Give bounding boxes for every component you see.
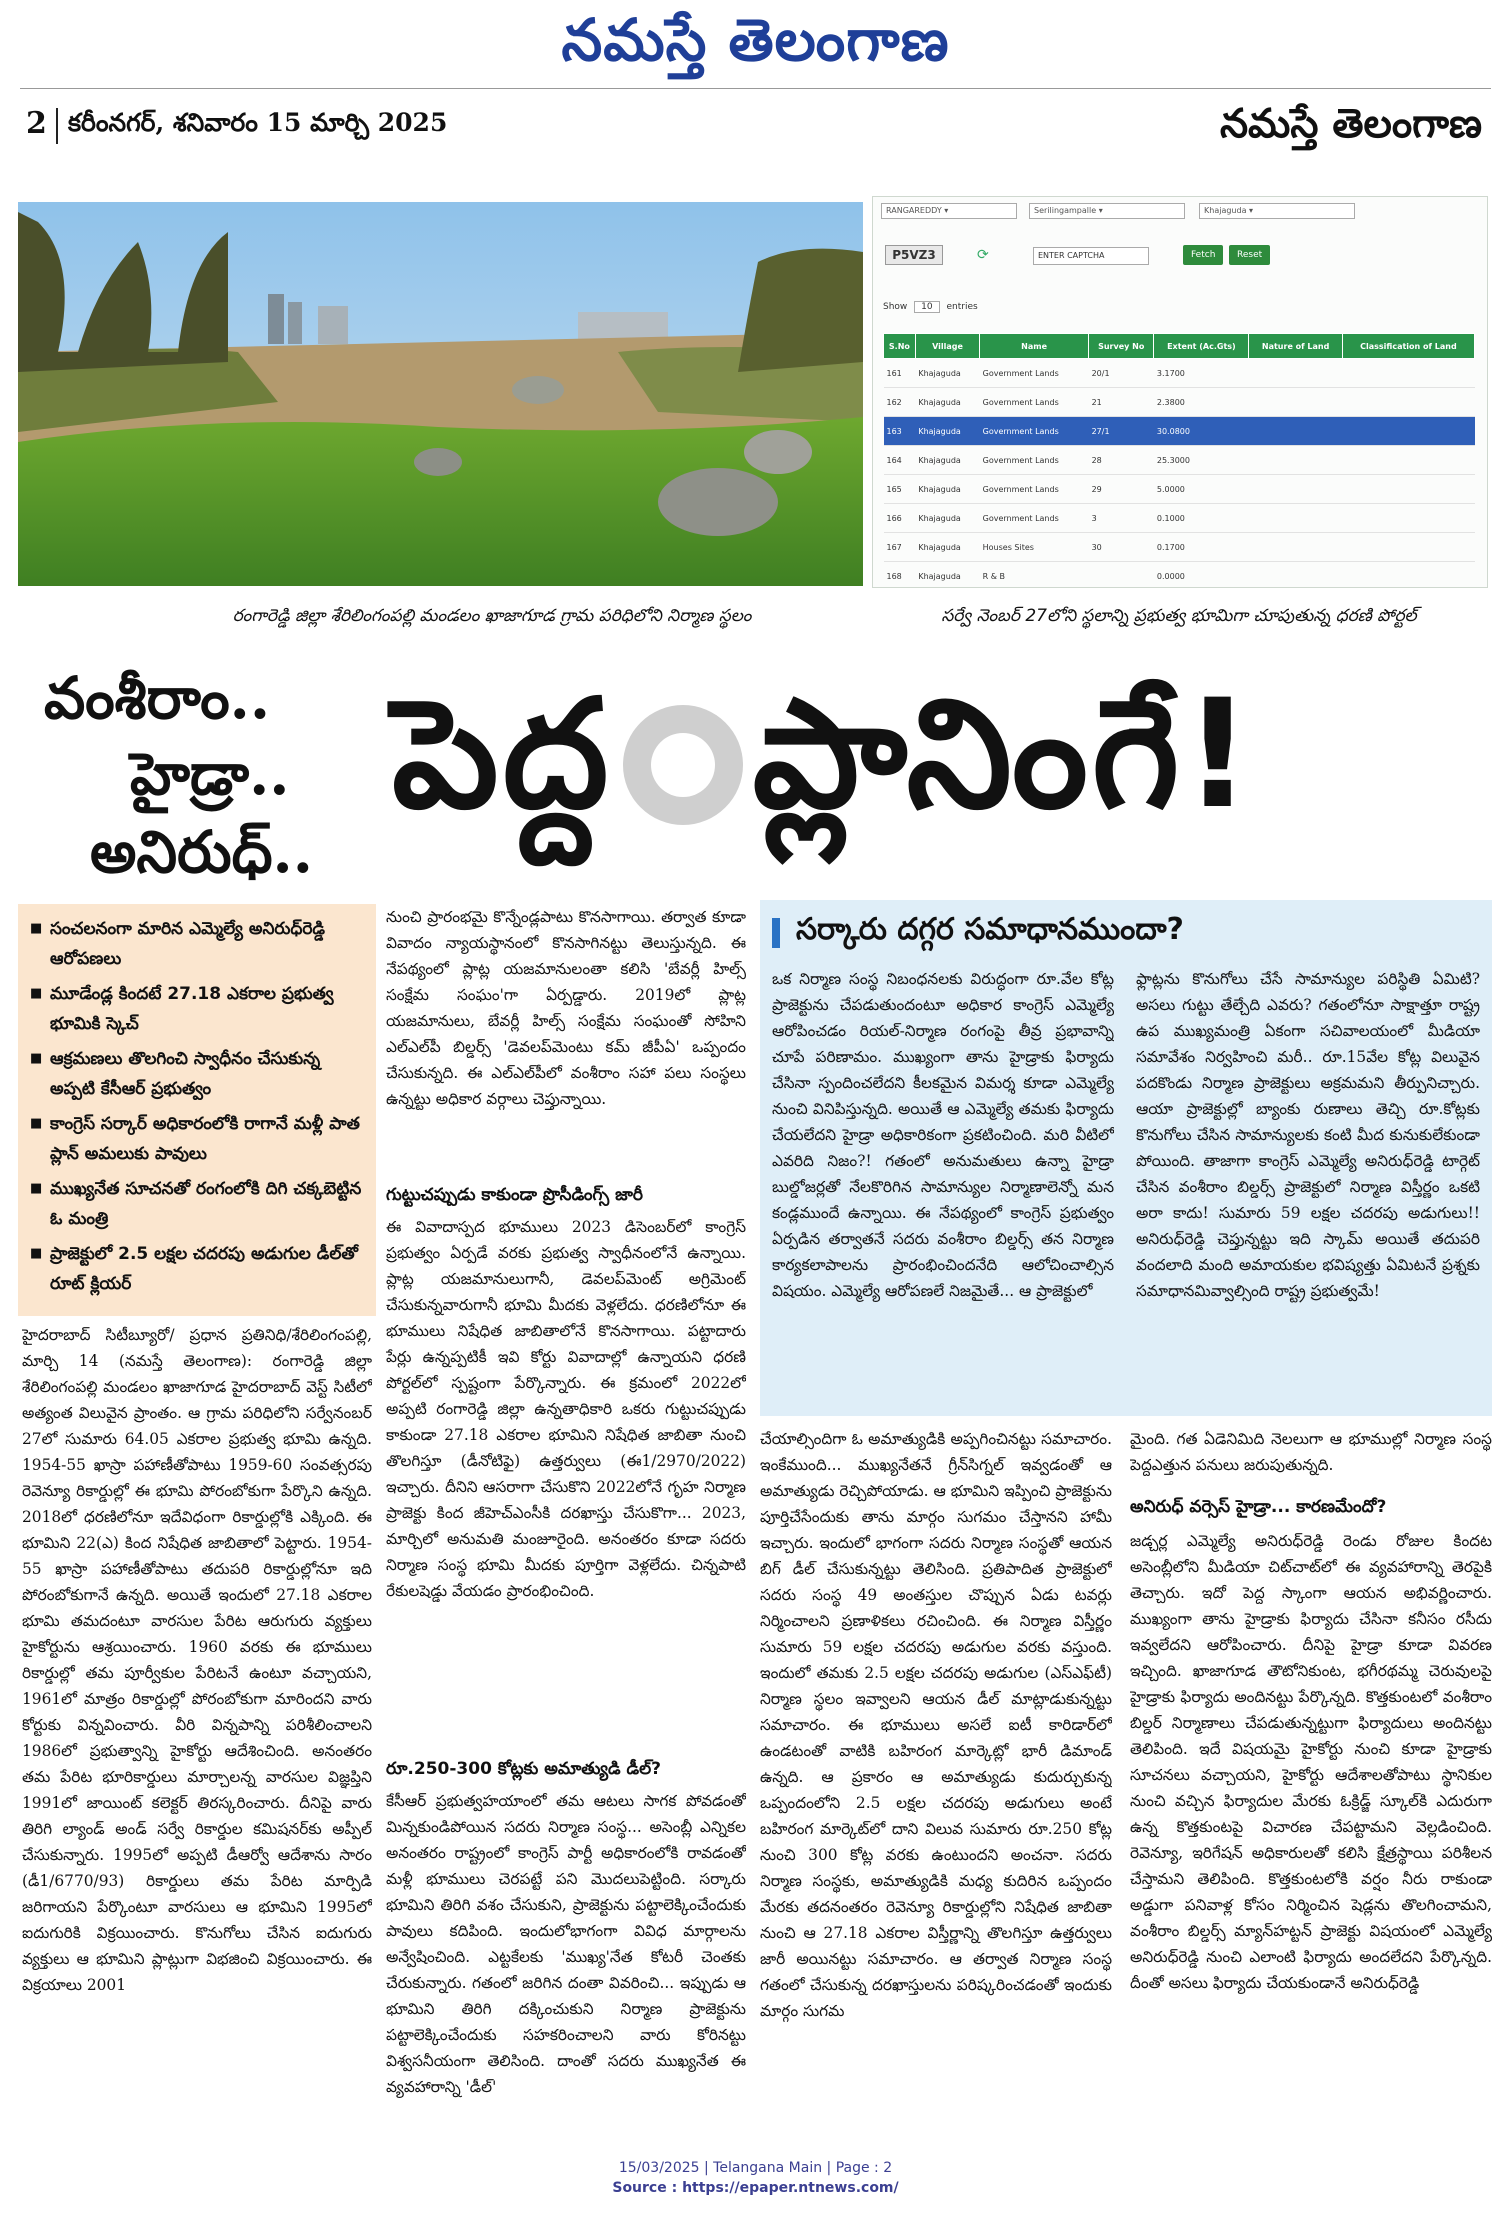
- cell-nature: [1249, 533, 1342, 562]
- headline-ring-graphic: [623, 705, 743, 825]
- article-column-1: హైదరాబాద్ సిటీబ్యూరో/ ప్రధాన ప్రతినిధి/శేరిలింగంపల్లి, మార్చి 14 (నమస్తే తెలంగాణ): రంగారెడ్డి జిల్లా శేరిలింగంపల్లి మండలం ఖాజాగూడ హైదరాబాద్ వెస్ట్ సిటీలో అత్యంత విలువైన ప్రాంతం. ఆ గ్రామ పరిధిలోని సర్వేనంబర్ 27లో సుమారు 64.05 ఎకరాల ప్రభుత్వ భూమి ఉన్నది. 1954-55 ఖాస్రా పహాణీతోపాటు 1959-60 సంవత్సరపు రెవెన్యూ రికార్డుల్లో ఈ భూమి పోరంబోకుగా పేర్కొని ఉన్నది. 2018లో ధరణిలోనూ ఇదేవిధంగా రికార్డుల్లోకి ఎక్కింది. ఈ భూమిని 22(ఎ) కింద నిషేధిత జాబితాలో పెట్టారు. 1954-55 ఖాస్రా పహాణీతోపాటు తదుపరి రికార్డుల్లోనూ ఇది పోరంబోకుగానే ఉన్నది. అయితే ఇందులో 27.18 ఎకరాల భూమి తమదంటూ వారసుల పేరిట ఆరుగురు వ్యక్తులు హైకోర్టును ఆశ్రయించారు. 1960 వరకు ఈ భూములు రికార్డుల్లో తమ పూర్వీకుల పేరిటనే ఉంటూ వచ్చాయని, 1961లో మాత్రం రికార్డుల్లో పోరంబోకుగా మారిందని వారు కోర్టుకు విన్నవించారు. వీరి విన్నపాన్ని పరిశీలించాలని 1986లో ప్రభుత్వాన్ని హైకోర్టు ఆదేశించింది. అనంతరం తమ పేరిట భూరికార్డులు మార్చాలన్న వారసుల విజ్ఞప్తిని 1991లో జాయింట్ కలెక్టర్ తిరస్కరించారు. దీనిపై వారు తిరిగి ల్యాండ్ అండ్ సర్వే రికార్డుల కమిషనర్‌కు అప్పీల్ చేసుకున్నారు. 1995లో అప్పటి డీఆర్వో ఆదేశాను సారం (డీ1/6770/93) రికార్డులు తమ పేరిట మార్పిడి జరిగాయని పేర్కొంటూ వారసులు ఆ భూమిని 1995లో ఐదుగురికి విక్రయించారు. కొనుగోలు చేసిన ఐదుగురు వ్యక్తులు ఆ భూమిని ప్లాట్లుగా విభజించి విక్రయించారు. ఈ విక్రయాలు 2001: [22, 1326, 372, 1994]
- cell-extent: 3.1700: [1154, 359, 1249, 388]
- cell-name: Government Lands: [980, 446, 1089, 475]
- cell-village: Khajaguda: [915, 359, 979, 388]
- village-dropdown: Khajaguda ▾: [1199, 203, 1355, 219]
- land-records-table: [883, 333, 1475, 588]
- sidebar-column-2: ఫ్లాట్లను కొనుగోలు చేసే సామాన్యుల పరిస్థితి ఏమిటి? అసలు గుట్టు తేల్చేది ఎవరు? గతంలోనూ సాక్షాత్తూ రాష్ట్ర ఉప ముఖ్యమంత్రి ఏకంగా సచివాలయంలో మీడియా సమావేశం నిర్వహించి మరీ.. రూ.15వేల కోట్ల విలువైన పదకొండు నిర్మాణ ప్రాజెక్టులు అక్రమమని తీర్పునిచ్చారు. ఆయా ప్రాజెక్టుల్లో బ్యాంకు రుణాలు తెచ్చి రూ.కోట్లకు కొనుగోలు చేసిన సామాన్యులకు కంటి మీద కునుకులేకుండా పోయింది. తాజాగా కాంగ్రెస్ ఎమ్మెల్యే అనిరుధ్‌రెడ్డి టార్గెట్ చేసిన వంశీరాం బిల్డర్స్ ప్రాజెక్టులో నిర్మాణ విస్తీర్ణం ఒకటి అరా కాదు! సుమారు 59 లక్షల చదరపు అడుగులు!! అనిరుధ్‌రెడ్డి చెప్తున్నట్టు ఇది స్కామ్ అయితే తదుపరి వందలాది మంది అమాయకుల భవిష్యత్తు ఏమిటనే ప్రశ్నకు సమాధానమివ్వాల్సింది రాష్ట్ర ప్రభుత్వమే!: [1136, 970, 1480, 1300]
- highlight-item: ■ ప్రాజెక్టులో 2.5 లక్షల చదరపు అడుగుల డీల్‌తో రూట్ క్లియర్: [30, 1239, 368, 1299]
- cell-name: R & B: [980, 562, 1089, 589]
- cell-nature: [1249, 446, 1342, 475]
- highlight-item: ■ ఆక్రమణలు తొలగించి స్వాధీనం చేసుకున్న అప్పటి కేసీఆర్ ప్రభుత్వం: [30, 1044, 368, 1104]
- cell-village: Khajaguda: [915, 446, 979, 475]
- entries-label: entries: [946, 302, 978, 312]
- entries-count: 10: [914, 301, 939, 313]
- cell-sno: 163: [884, 417, 916, 446]
- cell-nature: [1249, 359, 1342, 388]
- cell-village: Khajaguda: [915, 475, 979, 504]
- dateline: కరీంనగర్, శనివారం 15 మార్చి 2025: [68, 108, 448, 137]
- cell-class: [1342, 388, 1474, 417]
- footer-edition-info: 15/03/2025 | Telangana Main | Page : 2: [618, 2160, 893, 2176]
- page-number: 2: [26, 106, 47, 141]
- cell-extent: 0.1000: [1154, 504, 1249, 533]
- sidebar-box: [760, 900, 1492, 1416]
- table-header: S.No: [884, 334, 916, 359]
- cell-extent: 25.3000: [1154, 446, 1249, 475]
- table-header: Survey No: [1089, 334, 1154, 359]
- masthead-title: నమస్తే తెలంగాణ: [561, 6, 950, 74]
- portal-caption: సర్వే నెంబర్ 27లోని స్థలాన్ని ప్రభుత్వ భూమిగా చూపుతున్న ధరణి పోర్టల్: [941, 606, 1417, 626]
- cell-extent: 0.1700: [1154, 533, 1249, 562]
- header-divider: [56, 108, 58, 144]
- table-row-highlighted: [884, 417, 1475, 446]
- cell-extent: 2.3800: [1154, 388, 1249, 417]
- cell-village: Khajaguda: [915, 417, 979, 446]
- main-headline: [392, 668, 1502, 879]
- table-row: [884, 388, 1475, 417]
- kicker-line-3: అనిరుధ్..: [90, 818, 313, 886]
- subheading-proceedings: గుట్టుచప్పుడు కాకుండా ప్రొసీడింగ్స్ జారీ: [386, 1185, 643, 1205]
- cell-nature: [1249, 562, 1342, 589]
- cell-name: Government Lands: [980, 417, 1089, 446]
- cell-extent: 5.0000: [1154, 475, 1249, 504]
- kicker-line-1: వంశీరాం..: [44, 664, 271, 732]
- highlight-item: ■ కాంగ్రెస్ సర్కార్ అధికారంలోకి రాగానే మళ్లీ పాత ప్లాన్ అమలుకు పావులు: [30, 1109, 368, 1169]
- cell-nature: [1249, 475, 1342, 504]
- sidebar-title: సర్కారు దగ్గర సమాధానముందా?: [796, 912, 1184, 947]
- cell-class: [1342, 475, 1474, 504]
- show-label: Show: [883, 302, 908, 312]
- masthead-rule: [20, 88, 1491, 89]
- reset-button: Reset: [1229, 245, 1270, 265]
- cell-survey: 29: [1089, 475, 1154, 504]
- cell-sno: 164: [884, 446, 916, 475]
- article-column-2b: ఈ వివాదాస్పద భూములు 2023 డిసెంబర్‌లో కాంగ్రెస్ ప్రభుత్వం ఏర్పడే వరకు ప్రభుత్వ స్వాధీనంలోనే ఉన్నాయి. ప్లాట్ల యజమానులుగానీ, డెవలప్‌మెంట్ అగ్రిమెంట్ చేసుకున్నవారుగానీ భూమి మీదకు వెళ్లలేదు. ధరణిలోనూ ఈ భూములు నిషేధిత జాబితాలోనే కొనసాగాయి. పట్టాదారు పేర్లు ఉన్నప్పటికీ ఇవి కోర్టు వివాదాల్లో ఉన్నాయని ధరణి పోర్టల్‌లో స్పష్టంగా పేర్కొన్నారు. ఈ క్రమంలో 2022లో అప్పటి రంగారెడ్డి జిల్లా ఉన్నతాధికారి ఒకరు గుట్టుచప్పుడు కాకుండా 27.18 ఎకరాల భూమిని నిషేధిత జాబితా నుంచి తొలగిస్తూ (డీనోటిఫై) ఉత్తర్వులు (ఈ1/2970/2022) ఇచ్చారు. దీనిని ఆసరాగా చేసుకొని 2022లోనే గృహ నిర్మాణ ప్రాజెక్టు కింద జీహెచ్ఎంసీకి దరఖాస్తు చేసుకొగా... 2023, మార్చిలో అనుమతి మంజూరైంది. అనంతరం కూడా సదరు నిర్మాణ సంస్థ భూమి మీదకు పూర్తిగా వెళ్లలేదు. చిన్నపాటి రేకులషెడ్డు వేయడం ప్రారంభించింది.: [386, 1218, 746, 1600]
- subheading-deal: రూ.250-300 కోట్లకు అమాత్యుడి డీల్?: [386, 1759, 661, 1779]
- cell-village: Khajaguda: [915, 562, 979, 589]
- cell-survey: 21: [1089, 388, 1154, 417]
- table-row: [884, 533, 1475, 562]
- cell-sno: 162: [884, 388, 916, 417]
- mandal-dropdown: Serilingampalle ▾: [1029, 203, 1185, 219]
- cell-survey: 28: [1089, 446, 1154, 475]
- cell-class: [1342, 562, 1474, 589]
- headline-right: ప్లానింగే!: [752, 668, 1256, 842]
- article-column-2a: నుంచి ప్రారంభమై కొన్నేండ్లపాటు కొనసాగాయి. తర్వాత కూడా వివాదం న్యాయస్థానంలో కొనసాగినట్టు తెలుస్తున్నది. ఈ నేపథ్యంలో ప్లాట్ల యజమానులంతా కలిసి 'బేవర్లీ హిల్స్ సంక్షేమ సంఘం'గా ఏర్పడ్డారు. 2019లో ప్లాట్ల యజమానులు, బేవర్లీ హిల్స్ సంక్షేమ సంఘంతో సోహిని ఎల్ఎల్‌పీ బిల్డర్స్ 'డెవలప్‌మెంటు కమ్ జీపీఏ' ఒప్పందం చేసుకున్నది. ఈ ఎల్ఎల్‌పీలో వంశీరాం సహా పలు సంస్థలు ఉన్నట్టు అధికార వర్గాలు చెప్తున్నాయి.: [386, 908, 746, 1108]
- cell-sno: 166: [884, 504, 916, 533]
- refresh-captcha-icon: ⟳: [977, 247, 989, 263]
- table-row: [884, 562, 1475, 589]
- table-header: Nature of Land: [1249, 334, 1342, 359]
- cell-sno: 167: [884, 533, 916, 562]
- headline-left: పెద్ద: [392, 668, 613, 842]
- subheading-hydra: అనిరుధ్ వర్సెస్ హైడ్రా... కారణమేందో?: [1130, 1497, 1387, 1517]
- brand-logo: నమస్తే తెలంగాణ: [1219, 100, 1482, 147]
- cell-name: Government Lands: [980, 388, 1089, 417]
- fetch-button: Fetch: [1183, 245, 1223, 265]
- article-column-4a: మైంది. గత ఏడెనిమిది నెలలుగా ఆ భూముల్లో నిర్మాణ సంస్థ పెద్దఎత్తున పనులు జరుపుతున్నది.: [1130, 1430, 1492, 1474]
- cell-class: [1342, 417, 1474, 446]
- cell-name: Government Lands: [980, 359, 1089, 388]
- cell-sno: 165: [884, 475, 916, 504]
- article-column-3: చేయాల్సిందిగా ఓ అమాత్యుడికి అప్పగించినట్టు సమాచారం. ఇంకేముంది... ముఖ్యనేతనే గ్రీన్‌సిగ్నల్ ఇవ్వడంతో ఆ అమాత్యుడు రెచ్చిపోయాడు. ఆ భూమిని ఇప్పించి ప్రాజెక్టును పూర్తిచేసేందుకు తాను మార్గం సుగమం చేస్తానని హామీ ఇచ్చారు. ఇందులో భాగంగా సదరు నిర్మాణ సంస్థతో ఆయన బిగ్ డీల్ చేసుకున్నట్టు తెలిసింది. ప్రతిపాదిత ప్రాజెక్టులో సదరు సంస్థ 49 అంతస్తుల చొప్పున ఏడు టవర్లు నిర్మించాలని ప్రణాళికలు రచించింది. ఈ నిర్మాణ విస్తీర్ణం సుమారు 59 లక్షల చదరపు అడుగుల వరకు వస్తుంది. ఇందులో తమకు 2.5 లక్షల చదరపు అడుగుల (ఎస్ఎఫ్‌టీ) నిర్మాణ స్థలం ఇవ్వాలని ఆయన డీల్ మాట్లాడుకున్నట్టు సమాచారం. ఈ భూములు అసలే ఐటీ కారిడార్‌లో ఉండటంతో వాటికి బహిరంగ మార్కెట్లో భారీ డిమాండ్ ఉన్నది. ఆ ప్రకారం ఆ అమాత్యుడు కుదుర్చుకున్న ఒప్పందంలోని 2.5 లక్షల చదరపు అడుగులు అంటే బహిరంగ మార్కెట్‌లో దాని విలువ సుమారు రూ.250 కోట్ల నుంచి 300 కోట్ల వరకు ఉంటుందని అంచనా. సదరు నిర్మాణ సంస్థకు, అమాత్యుడికి మధ్య కుదిరిన ఒప్పందం మేరకు తదనంతరం రెవెన్యూ రికార్డుల్లోని నిషేధిత జాబితా నుంచి ఆ 27.18 ఎకరాల విస్తీర్ణాన్ని తొలగిస్తూ ఉత్తర్వులు జారీ అయినట్టు సమాచారం. ఆ తర్వాత నిర్మాణ సంస్థ గతంలో చేసుకున్న దరఖాస్తులను పరిష్కరించడంతో ఇందుకు మార్గం సుగమ: [760, 1430, 1112, 2020]
- cell-survey: 27/1: [1089, 417, 1154, 446]
- article-column-2c: కేసీఆర్ ప్రభుత్వహయాంలో తమ ఆటలు సాగక పోవడంతో మిన్నకుండిపోయిన సదరు నిర్మాణ సంస్థ... అసెంబ్లీ ఎన్నికల అనంతరం రాష్ట్రంలో కాంగ్రెస్ పార్టీ అధికారంలోకి రావడంతో మళ్లీ భూములు చెరపట్టే పని మొదలుపెట్టింది. సర్కారు భూమిని తిరిగి వశం చేసుకుని, ప్రాజెక్టును పట్టాలెక్కించేందుకు పావులు కదిపింది. ఇందులోభాగంగా వివిధ మార్గాలను అన్వేషించింది. ఎట్టకేలకు 'ముఖ్య'నేత కోటరీ చెంతకు చేరుకున్నారు. గతంలో జరిగిన దంతా వివరించి... ఇప్పుడు ఆ భూమిని తిరిగి దక్కించుకుని నిర్మాణ ప్రాజెక్టును పట్టాలెక్కించేందుకు సహకరించాలని వారు కోరినట్టు విశ్వసనీయంగా తెలిసింది. దాంతో సదరు ముఖ్యనేత ఈ వ్యవహారాన్ని 'డీల్': [386, 1792, 746, 2096]
- captcha-image: P5VZ3: [885, 245, 943, 265]
- cell-village: Khajaguda: [915, 388, 979, 417]
- table-row: [884, 359, 1475, 388]
- table-header: Name: [980, 334, 1089, 359]
- cell-name: Houses Sites: [980, 533, 1089, 562]
- cell-nature: [1249, 504, 1342, 533]
- table-row: [884, 504, 1475, 533]
- cell-class: [1342, 446, 1474, 475]
- construction-site-photo: [18, 202, 863, 586]
- cell-extent: 30.0800: [1154, 417, 1249, 446]
- cell-nature: [1249, 388, 1342, 417]
- table-header: Extent (Ac.Gts): [1154, 334, 1249, 359]
- district-dropdown: RANGAREDDY ▾: [881, 203, 1017, 219]
- cell-village: Khajaguda: [915, 504, 979, 533]
- captcha-input: ENTER CAPTCHA: [1033, 247, 1149, 265]
- table-row: [884, 446, 1475, 475]
- cell-class: [1342, 533, 1474, 562]
- cell-name: Government Lands: [980, 475, 1089, 504]
- cell-class: [1342, 359, 1474, 388]
- highlights-box: [18, 904, 376, 1316]
- cell-sno: 161: [884, 359, 916, 388]
- sidebar-accent-bar: [772, 918, 780, 948]
- article-column-4b: జడ్చర్ల ఎమ్మెల్యే అనిరుధ్‌రెడ్డి రెండు రోజుల కిందట అసెంబ్లీలోని మీడియా చిట్‌చాట్‌లో ఈ వ్యవహారాన్ని తెరపైకి తెచ్చారు. ఇదో పెద్ద స్కాంగా ఆయన అభివర్ణించారు. ముఖ్యంగా తాను హైడ్రాకు ఫిర్యాదు చేసినా కనీసం రసీదు ఇవ్వలేదని ఆరోపించారు. దీనిపై హైడ్రా కూడా వివరణ ఇచ్చింది. ఖాజాగూడ తౌటోనికుంట, భగీరథమ్మ చెరువులపై హైడ్రాకు ఫిర్యాదు అందినట్టు పేర్కొన్నది. కొత్తకుంటలో వంశీరాం బిల్డర్ నిర్మాణాలు చేపడుతున్నట్టుగా ఫిర్యాదులు అందినట్టు తెలిపింది. ఇదే విషయమై హైకోర్టు నుంచి కూడా హైడ్రాకు సూచనలు వచ్చాయని, హైకోర్టు ఆదేశాలతోపాటు స్థానికుల నుంచి వచ్చిన ఫిర్యాదుల మేరకు ఓక్రిడ్జ్ స్కూల్‌కి ఎదురుగా ఉన్న కొత్తకుంటపై విచారణ చేపట్టామని వెల్లడించింది. రెవెన్యూ, ఇరిగేషన్ అధికారులతో కలిసి క్షేత్రస్థాయి పరిశీలన చేస్తామని తెలిపింది. కొత్తకుంటలోకి వర్షం నీరు రాకుండా అడ్డుగా పనివాళ్ల కోసం నిర్మించిన షెడ్లను తొలగించామని, వంశీరాం బిల్డర్స్ మ్యాన్‌హట్టన్ ప్రాజెక్టు విషయంలో ఎమ్మెల్యే అనిరుధ్‌రెడ్డి నుంచి ఎలాంటి ఫిర్యాదు అందలేదని పేర్కొన్నది. దీంతో అసలు ఫిర్యాదు చేయకుండానే అనిరుధ్‌రెడ్డి: [1130, 1532, 1492, 1992]
- cell-nature: [1249, 417, 1342, 446]
- cell-survey: [1089, 562, 1154, 589]
- table-header: Village: [915, 334, 979, 359]
- cell-extent: 0.0000: [1154, 562, 1249, 589]
- cell-survey: 3: [1089, 504, 1154, 533]
- entries-selector: [883, 301, 978, 313]
- table-row: [884, 475, 1475, 504]
- highlight-item: ■ సంచలనంగా మారిన ఎమ్మెల్యే అనిరుధ్‌రెడ్డి ఆరోపణలు: [30, 914, 368, 974]
- photo-caption: రంగారెడ్డి జిల్లా శేరిలింగంపల్లి మండలం ఖాజాగూడ గ్రామ పరిధిలోని నిర్మాణ స్థలం: [232, 606, 752, 626]
- kicker-line-2: హైడ్రా..: [130, 740, 290, 808]
- cell-village: Khajaguda: [915, 533, 979, 562]
- footer-source: Source : https://epaper.ntnews.com/: [612, 2180, 899, 2196]
- sidebar-column-1: ఒక నిర్మాణ సంస్థ నిబంధనలకు విరుద్ధంగా రూ.వేల కోట్ల ప్రాజెక్టును చేపడుతుందంటూ అధికార కాంగ్రెస్ ఎమ్మెల్యే ఆరోపించడం రియల్-నిర్మాణ రంగంపై తీవ్ర ప్రభావాన్ని చూపే పరిణామం. ముఖ్యంగా తాను హైడ్రాకు ఫిర్యాదు చేసినా స్పందించలేదని కీలకమైన విమర్శ కూడా ఎమ్మెల్యే నుంచి వినిపిస్తున్నది. అయితే ఆ ఎమ్మెల్యే తమకు ఫిర్యాదు చేయలేదని హైడ్రా అధికారికంగా ప్రకటించింది. మరి వీటిలో ఎవరిది నిజం?! గతంలో అనుమతులు ఉన్నా హైడ్రా బుల్డోజర్లతో నేలకొరిగిన సామాన్యుల నిర్మాణాలెన్నో మన కండ్లముందే ఉన్నాయి. ఈ నేపథ్యంలో కాంగ్రెస్ ప్రభుత్వం ఏర్పడిన తర్వాతనే సదరు వంశీరాం బిల్డర్స్ తన నిర్మాణ కార్యకలాపాలను ప్రారంభించిందనేది ఆలోచించాల్సిన విషయం. ఎమ్మెల్యే ఆరోపణలే నిజమైతే... ఆ ప్రాజెక్టులో: [772, 970, 1114, 1300]
- highlight-item: ■ మూడేండ్ల కిందటే 27.18 ఎకరాల ప్రభుత్వ భూమికి స్కెచ్: [30, 979, 368, 1039]
- dharani-portal-screenshot: [872, 196, 1488, 588]
- cell-survey: 30: [1089, 533, 1154, 562]
- cell-sno: 168: [884, 562, 916, 589]
- cell-survey: 20/1: [1089, 359, 1154, 388]
- highlight-item: ■ ముఖ్యనేత సూచనతో రంగంలోకి దిగి చక్కబెట్టిన ఓ మంత్రి: [30, 1174, 368, 1234]
- cell-class: [1342, 504, 1474, 533]
- table-header: Classification of Land: [1342, 334, 1474, 359]
- cell-name: Government Lands: [980, 504, 1089, 533]
